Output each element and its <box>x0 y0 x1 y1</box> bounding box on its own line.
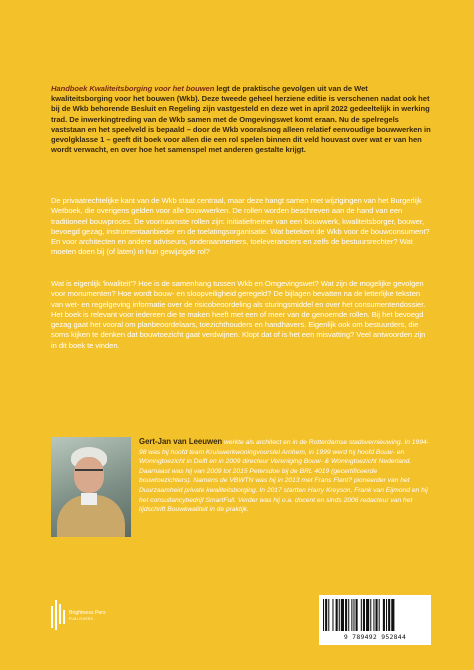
author-name: Gert-Jan van Leeuwen <box>139 437 223 446</box>
isbn-digits: 9 789492 952844 <box>343 633 407 641</box>
publisher-tagline: PUBLISHERS <box>69 617 94 621</box>
publisher-logo <box>51 600 131 632</box>
intro-text: legt de praktische gevolgen uit van de Wet kwaliteitsborging voor het bouwen (Wkb). Deze tweede geheel herziene editie is verschenen nadat ook het bij de Wkb behorende Besluit en Regeling zijn vastgesteld en deze wet in april 2022 gedeeltelijk in werking trad. De inwerkingtreding van de Wkb samen met de Omgevingswet komt eraan. Nu de spelregels vaststaan en het speelveld is bepaald – door de Wkb vooralsnog alleen relatief eenvoudige bouwwerken in gevolgklasse 1 – geeft dit boek voor allen die een rol spelen binnen dit veld houvast over wat er van hen wordt verwacht, en over hoe het samenspel met anderen gestalte krijgt. <box>51 84 431 155</box>
author-photo <box>51 437 131 537</box>
isbn-barcode <box>319 595 431 645</box>
barcode-icon <box>323 599 427 633</box>
publisher-name: Brightness Pers <box>69 610 106 616</box>
author-bio <box>139 437 431 515</box>
author-section <box>51 437 431 567</box>
publisher-logo-icon <box>51 600 65 630</box>
body-paragraph-roles: De privaatrechtelijke kant van de Wkb staat centraal, maar deze hangt samen met wijzigingen van het Burgerlijk Wetboek, die overigens gelden voor alle bouwwerken. De rollen worden beschreven aan de hand van een traditioneel bouwproces. De voornaamste rollen zijn: initiatiefnemer van een bouwwerk, kwaliteitsborger, bouwer, bevoegd gezag, instrumentaanbieder en de toelatingsorganisatie. Wat betekent de Wkb voor de bouwconsument? En voor architecten en andere adviseurs, onderaannemers, toeleveranciers en zelfs de bestuursrechter? Wat moeten doen bij (of laten) in hun gewijzigde rol? <box>51 196 430 257</box>
book-title: Handboek Kwaliteitsborging voor het bouwen <box>51 84 215 93</box>
body-paragraph-quality: Wat is eigenlijk 'kwaliteit'? Hoe is de samenhang tussen Wkb en Omgevingswet? Wat zijn de mogelijke gevolgen voor monumenten? Hoe wordt bouw- en sloopveiligheid geregeld? De bijlagen bevatten na de letterlijke teksten van wet- en regelgeving informatie over de risicobeoordeling als sturingsmiddel en over het consumentendossier. Het boek is relevant voor iedereen die te maken heeft met een of meer van de genoemde rollen. Bij het bevoegd gezag gaat het vooral om planbeoordelaars, toezichthouders en handhavers. Eigenlijk ook om bestuurders, die soms kijken te denken dat bouwtoezicht gaat verdwijnen. Klopt dat of is het een misvatting? Veel antwoorden zijn in dit boek te vinden. <box>51 279 426 350</box>
author-bio-text: werkte als architect en in de Rotterdamse stadsvernieuwing. In 1994-98 was hij hoofd team Kruiswerkwoningvoorstel Arnhem, in 1999 werd hij hoofd Bouw- en Woningtoezicht in Delft en in 2009 directeur Vereniging Bouw- & Woningtoezicht Nederland. Daarnaast was hij van 2009 tot 2015 Petersdoe bij de BRL 4019 (gecertificeerde bouwtoezichters). Namens de VBWTN was hij in 2013 met Frans Flant? pioneerder van het Duurzaamheid private kwaliteitsborging. In 2017 startten Harry Kreyson, Frank van Eijmond en hij het consultancybedrijf SmartFull. Verder was hij o.a. docent en sinds 2006 redacteur van het tijdschrift Bouwkwaliteit in de praktijk. <box>139 439 429 514</box>
intro-paragraph <box>51 84 431 155</box>
